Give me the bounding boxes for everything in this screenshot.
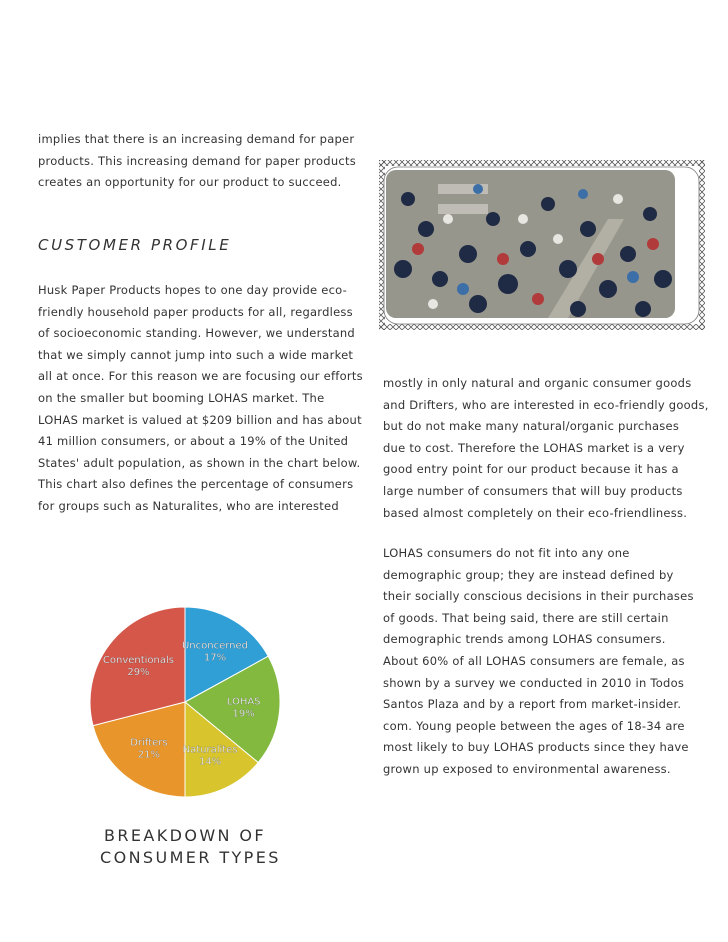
text-line: but do not make many natural/organic purchases bbox=[383, 419, 680, 434]
text-line: LOHAS market is valued at $209 billion and has about bbox=[38, 412, 362, 427]
text-line: States' adult population, as shown in the chart below. bbox=[38, 455, 361, 470]
text-line: for groups such as Naturalites, who are interested bbox=[38, 498, 339, 513]
text-line: com. Young people between the ages of 18-34 are bbox=[383, 718, 685, 733]
text-line: implies that there is an increasing demand for paper bbox=[38, 132, 355, 146]
text-line: that we simply cannot jump into such a wide market bbox=[38, 347, 354, 362]
text-line: Santos Plaza and by a report from market-insider. bbox=[383, 697, 682, 712]
crowd-photo bbox=[378, 159, 706, 331]
customer-profile-paragraph bbox=[38, 280, 363, 518]
text-line: on the smaller but booming LOHAS market. The bbox=[38, 390, 325, 405]
pie-value-label: 29% bbox=[127, 666, 150, 678]
continuation-paragraph bbox=[383, 373, 709, 524]
text-line: creates an opportunity for our product to succeed. bbox=[38, 175, 342, 190]
consumer-types-pie-chart bbox=[80, 598, 290, 808]
text-line: Husk Paper Products hopes to one day provide eco- bbox=[38, 283, 348, 297]
pie-category-label: Conventionals bbox=[102, 654, 175, 666]
text-line: 41 million consumers, or about a 19% of the United bbox=[38, 434, 349, 449]
text-line: good entry point for our product because it has a bbox=[383, 462, 679, 477]
text-line: of goods. That being said, there are still certain bbox=[383, 610, 669, 625]
pie-category-label: Naturalites bbox=[182, 744, 238, 756]
caption-line: BREAKDOWN OF bbox=[103, 826, 267, 845]
pie-value-label: 21% bbox=[137, 749, 161, 761]
text-line: About 60% of all LOHAS consumers are female, as bbox=[383, 653, 685, 668]
text-line: LOHAS consumers do not fit into any one bbox=[383, 546, 630, 560]
text-line: grown up exposed to environmental awareness. bbox=[383, 761, 671, 776]
intro-paragraph bbox=[38, 129, 356, 194]
caption-line: CONSUMER TYPES bbox=[100, 848, 281, 867]
text-line: This chart also defines the percentage of consumers bbox=[38, 477, 354, 492]
text-line: due to cost. Therefore the LOHAS market is a very bbox=[383, 440, 685, 455]
pie-value-label: 14% bbox=[198, 756, 222, 768]
pie-category-label: Unconcerned bbox=[181, 640, 249, 652]
text-line: their socially conscious decisions in their purchases bbox=[383, 589, 694, 604]
pie-category-label: LOHAS bbox=[226, 696, 261, 708]
text-line: friendly household paper products for all, regardless bbox=[38, 304, 353, 319]
text-line: mostly in only natural and organic consumer goods bbox=[383, 376, 692, 390]
text-line: based almost completely on their eco-friendliness. bbox=[383, 505, 688, 520]
text-line: demographic group; they are instead defined by bbox=[383, 567, 674, 582]
text-line: products. This increasing demand for paper products bbox=[38, 153, 356, 168]
text-line: and Drifters, who are interested in eco-friendly goods, bbox=[383, 397, 709, 412]
text-line: demographic trends among LOHAS consumers. bbox=[383, 632, 666, 647]
pie-value-label: 17% bbox=[203, 652, 227, 664]
text-line: all at once. For this reason we are focusing our efforts bbox=[38, 369, 363, 384]
text-line: most likely to buy LOHAS products since they have bbox=[383, 740, 689, 755]
text-line: shown by a survey we conducted in 2010 in Todos bbox=[383, 675, 685, 690]
text-line: of socioeconomic standing. However, we understand bbox=[38, 326, 355, 341]
section-heading: CUSTOMER PROFILE bbox=[38, 236, 232, 254]
text-line: large number of consumers that will buy products bbox=[383, 483, 683, 498]
demographics-paragraph bbox=[383, 543, 694, 781]
chart-caption bbox=[100, 825, 281, 869]
pie-category-label: Drifters bbox=[130, 737, 168, 749]
pie-value-label: 19% bbox=[232, 708, 255, 720]
